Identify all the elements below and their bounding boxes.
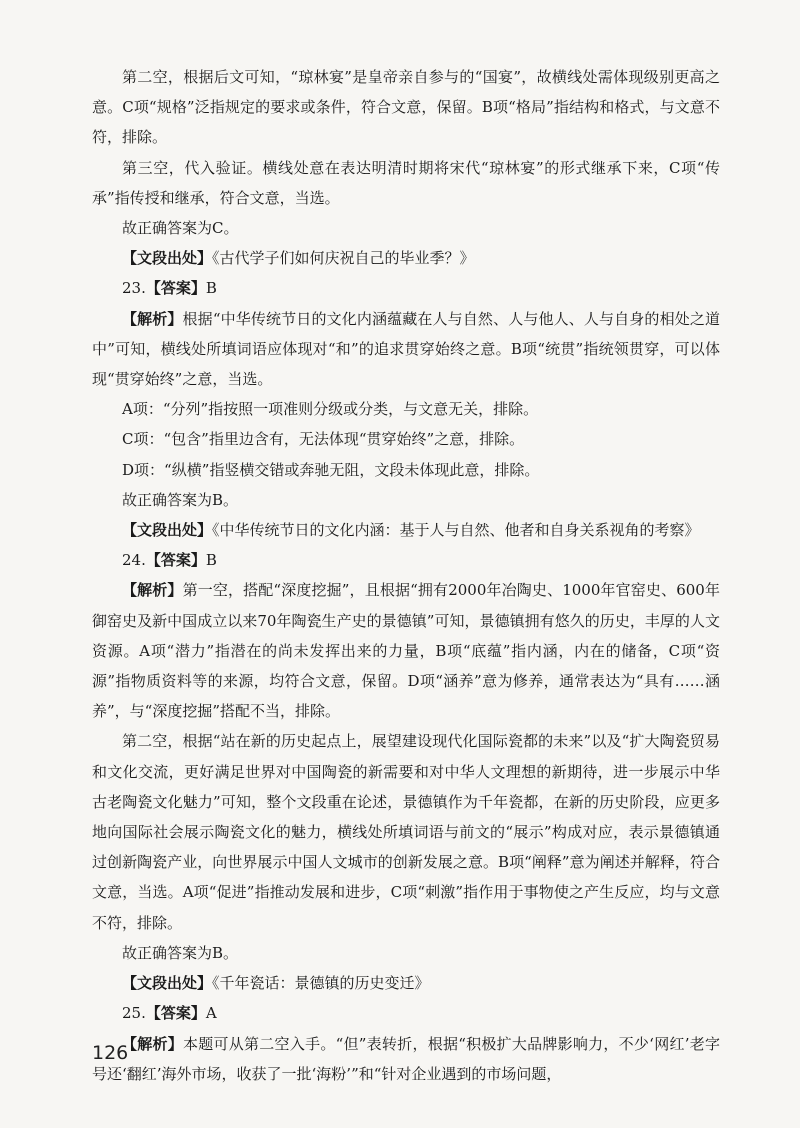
paragraph [92,1029,720,1089]
paragraph [92,726,720,937]
page-body [92,62,720,1089]
text-run: 《千年瓷话：景德镇的历史变迁》 [212,974,430,993]
text-run: 第三空，代入验证。横线处意在表达明清时期将宋代“琼林宴”的形式继承下来，C项“传承”指传授和继承，符合文意，当选。 [92,158,720,207]
paragraph [92,998,720,1028]
text-run: 第一空，搭配“深度挖掘”，且根据“拥有2000年冶陶史、1000年官窑史、600年御窑史及新中国成立以来70年陶瓷生产史的景德镇”可知，景德镇拥有悠久的历史，丰厚的人文资源。A项“潜力”指潜在的尚未发挥出来的力量，B项“底蕴”指内涵，内在的储备，C项“资源”指物质资料等的来源，均符合文意，保留。D项“涵养”意为修养，通常表达为“具有……涵养”，与“深度挖掘”搭配不当，排除。 [92,581,720,721]
text-run: 故正确答案为B。 [122,943,239,962]
text-run: B [205,551,217,570]
bold-label: 【文段出处】 [122,521,213,540]
text-run: A项：“分列”指按照一项准则分级或分类，与文意无关，排除。 [122,400,539,419]
text-run: 故正确答案为B。 [122,490,239,509]
text-run: 23. [122,279,146,298]
text-run: 25. [122,1004,146,1023]
text-run: 第二空，根据后文可知，“琼林宴”是皇帝亲自参与的“国宴”，故横线处需体现级别更高之意。C项“规格”泛指规定的要求或条件，符合文意，保留。B项“格局”指结构和格式，与文意不符，排除。 [92,68,720,147]
bold-label: 【解析】 [122,1034,184,1053]
text-run: 本题可从第二空入手。“但”表转折，根据“积极扩大品牌影响力，不少‘网红’老字号还‘翻红’海外市场，收获了一批‘海粉’”和“针对企业遇到的市场问题， [92,1034,720,1083]
text-run: 故正确答案为C。 [122,219,239,238]
text-run: 《中华传统节日的文化内涵：基于人与自然、他者和自身关系视角的考察》 [212,521,700,540]
paragraph [92,968,720,998]
text-run: C项：“包含”指里边含有，无法体现“贯穿始终”之意，排除。 [122,430,525,449]
paragraph [92,485,720,515]
bold-label: 【答案】 [145,279,206,298]
paragraph [92,62,720,153]
bold-label: 【解析】 [122,581,183,600]
text-run: 第二空，根据“站在新的历史起点上，展望建设现代化国际瓷都的未来”以及“扩大陶瓷贸易和文化交流，更好满足世界对中国陶瓷的新需要和对中华人文理想的新期待，进一步展示中华古老陶瓷文化魅力”可知，整个文段重在论述，景德镇作为千年瓷都，在新的历史阶段，应更多地向国际社会展示陶瓷文化的魅力，横线处所填词语与前文的“展示”构成对应，表示景德镇通过创新陶瓷产业，向世界展示中国人文城市的创新发展之意。B项“阐释”意为阐述并解释，符合文意，当选。A项“促进”指推动发展和进步，C项“刺激”指作用于事物使之产生反应，均与文意不符，排除。 [92,732,720,932]
text-run: 24. [122,551,146,570]
bold-label: 【文段出处】 [122,974,213,993]
text-run: 根据“中华传统节日的文化内涵蕴藏在人与自然、人与他人、人与自身的相处之道中”可知，横线处所填词语应体现对“和”的追求贯穿始终之意。B项“统贯”指统领贯穿，可以体现“贯穿始终”之意，当选。 [92,309,720,389]
text-run: D项：“纵横”指竖横交错或奔驰无阻，文段未体现此意，排除。 [122,460,540,479]
text-run: B [205,279,217,298]
paragraph [92,394,720,424]
bold-label: 【文段出处】 [122,249,213,268]
bold-label: 【答案】 [145,551,206,570]
text-run: A [205,1004,217,1023]
paragraph [92,455,720,485]
page-number: 126 [92,1042,129,1064]
paragraph [92,153,720,213]
paragraph [92,304,720,395]
paragraph [92,243,720,273]
paragraph [92,213,720,243]
bold-label: 【答案】 [145,1004,206,1023]
paragraph [92,938,720,968]
paragraph [92,424,720,454]
paragraph [92,575,720,726]
paragraph [92,515,720,545]
bold-label: 【解析】 [122,309,183,328]
paragraph [92,273,720,303]
text-run: 《古代学子们如何庆祝自己的毕业季？》 [212,249,475,268]
paragraph [92,545,720,575]
